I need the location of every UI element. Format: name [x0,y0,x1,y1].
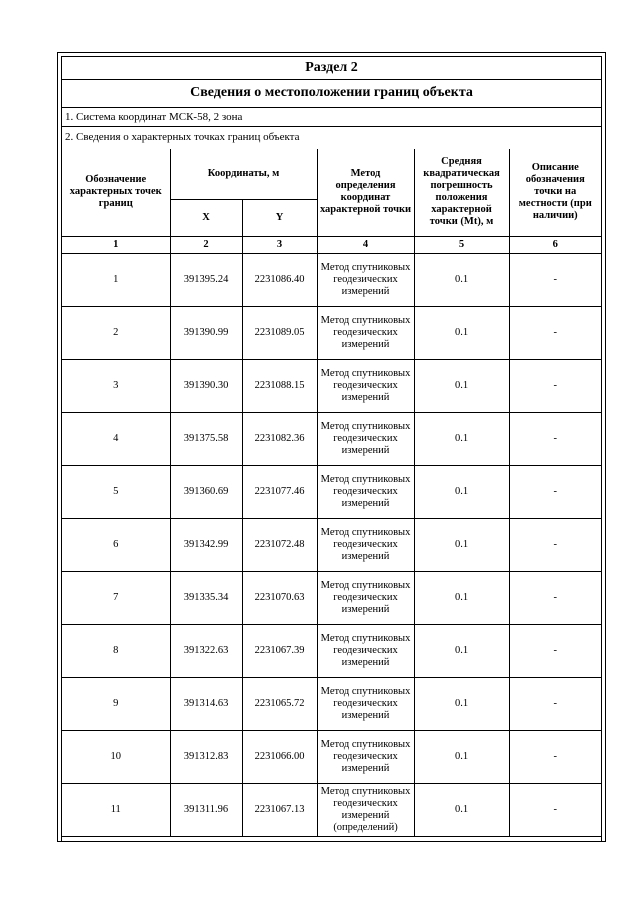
description-cell: - [509,518,601,571]
y-coordinate-cell: 2231070.63 [242,571,317,624]
y-coordinate-cell: 2231082.36 [242,412,317,465]
y-coordinate-cell: 2231072.48 [242,518,317,571]
description-cell: - [509,677,601,730]
method-cell [317,783,414,836]
method-cell [317,624,414,677]
table-row [62,465,601,518]
header-y: Y [242,199,317,236]
point-number-cell: 3 [62,359,170,412]
point-number-cell: 9 [62,677,170,730]
point-number-cell: 4 [62,412,170,465]
x-coordinate-cell: 391311.96 [170,783,242,836]
column-number: 4 [317,236,414,253]
description-cell: - [509,730,601,783]
table-row [62,730,601,783]
method-text: Метод спутниковых геодезических измерений [320,526,411,562]
document-sheet [57,52,606,842]
column-number: 6 [509,236,601,253]
method-text: Метод спутниковых геодезических измерений [320,473,411,509]
coordinate-system-line: 1. Система координат МСК-58, 2 зона [62,107,601,127]
method-cell [317,412,414,465]
table-row [62,677,601,730]
section-label: Раздел 2 [62,57,601,80]
method-text: Метод спутниковых геодезических измерений [320,579,411,615]
points-heading: 2. Сведения о характерных точках границ объекта [65,131,300,143]
point-number-cell: 11 [62,783,170,836]
method-text: Метод спутниковых геодезических измерений [320,367,411,403]
y-coordinate-cell: 2231067.13 [242,783,317,836]
description-cell: - [509,783,601,836]
error-cell: 0.1 [414,677,509,730]
document-frame [61,56,602,841]
y-coordinate-cell: 2231065.72 [242,677,317,730]
point-number-cell: 5 [62,465,170,518]
point-number-cell: 2 [62,306,170,359]
method-cell [317,465,414,518]
section-title: Сведения о местоположении границ объекта [62,79,601,108]
point-number-cell: 6 [62,518,170,571]
description-cell: - [509,571,601,624]
y-coordinate-cell: 2231066.00 [242,730,317,783]
method-cell [317,571,414,624]
header-designation: Обозначение характерных точек границ [62,149,170,236]
table-row [62,306,601,359]
description-cell: - [509,624,601,677]
header-method: Метод определения координат характерной точки [317,149,414,236]
y-coordinate-cell: 2231089.05 [242,306,317,359]
x-coordinate-cell: 391360.69 [170,465,242,518]
point-number-cell: 8 [62,624,170,677]
method-cell [317,730,414,783]
column-number: 1 [62,236,170,253]
x-coordinate-cell: 391322.63 [170,624,242,677]
description-cell: - [509,359,601,412]
header-error: Средняя квадратическая погрешность положения характерной точки (Mt), м [414,149,509,236]
x-coordinate-cell: 391335.34 [170,571,242,624]
points-table-body [62,253,601,836]
method-cell [317,359,414,412]
x-coordinate-cell: 391342.99 [170,518,242,571]
header-x: X [170,199,242,236]
header-description: Описание обозначения точки на местности (при наличии) [509,149,601,236]
table-row [62,571,601,624]
y-coordinate-cell: 2231077.46 [242,465,317,518]
method-text: Метод спутниковых геодезических измерений [320,314,411,350]
points-table [62,149,601,837]
column-number: 5 [414,236,509,253]
error-cell: 0.1 [414,465,509,518]
method-text: Метод спутниковых геодезических измерений [320,261,411,297]
error-cell: 0.1 [414,412,509,465]
method-text: Метод спутниковых геодезических измерений [320,420,411,456]
error-cell: 0.1 [414,253,509,306]
description-cell: - [509,306,601,359]
x-coordinate-cell: 391312.83 [170,730,242,783]
column-number: 3 [242,236,317,253]
table-row [62,624,601,677]
x-coordinate-cell: 391390.99 [170,306,242,359]
y-coordinate-cell: 2231086.40 [242,253,317,306]
error-cell: 0.1 [414,571,509,624]
description-cell: - [509,465,601,518]
method-cell [317,253,414,306]
header-coords: Координаты, м [170,149,317,199]
error-cell: 0.1 [414,518,509,571]
method-text: Метод спутниковых геодезических измерений [320,632,411,668]
description-cell: - [509,253,601,306]
method-text: Метод спутниковых геодезических измерений [320,685,411,721]
error-cell: 0.1 [414,359,509,412]
x-coordinate-cell: 391375.58 [170,412,242,465]
y-coordinate-cell: 2231088.15 [242,359,317,412]
error-cell: 0.1 [414,306,509,359]
x-coordinate-cell: 391390.30 [170,359,242,412]
method-text: Метод спутниковых геодезических измерений [320,738,411,774]
table-row [62,783,601,836]
method-text: Метод спутниковых геодезических измерений (определений) [320,785,411,833]
method-cell [317,306,414,359]
table-row [62,253,601,306]
column-number: 2 [170,236,242,253]
table-row [62,518,601,571]
method-cell [317,677,414,730]
description-cell: - [509,412,601,465]
method-cell [317,518,414,571]
table-row [62,359,601,412]
points-table-wrapper [62,149,601,841]
error-cell: 0.1 [414,624,509,677]
error-cell: 0.1 [414,730,509,783]
point-number-cell: 10 [62,730,170,783]
x-coordinate-cell: 391395.24 [170,253,242,306]
error-cell: 0.1 [414,783,509,836]
x-coordinate-cell: 391314.63 [170,677,242,730]
point-number-cell: 7 [62,571,170,624]
y-coordinate-cell: 2231067.39 [242,624,317,677]
point-number-cell: 1 [62,253,170,306]
table-row [62,412,601,465]
